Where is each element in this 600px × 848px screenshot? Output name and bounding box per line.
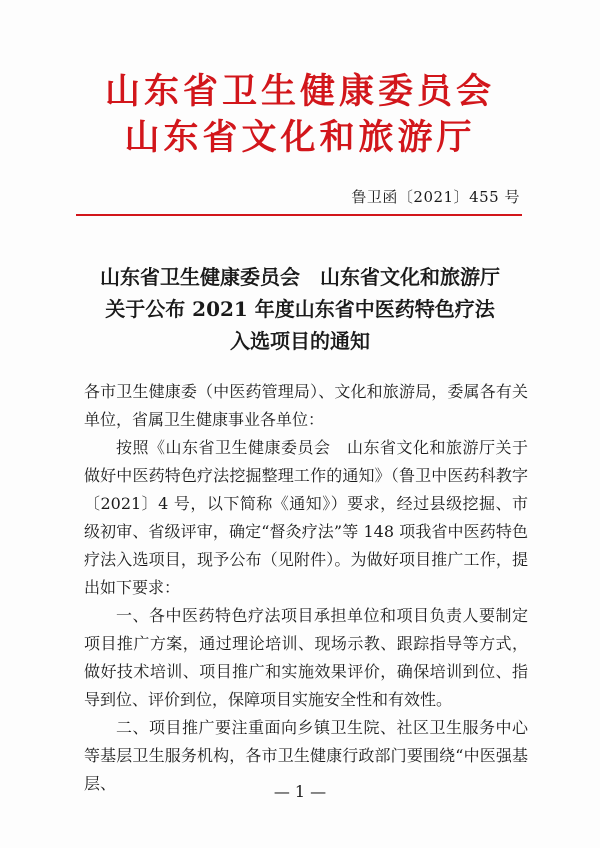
- page-number: — 1 —: [273, 782, 327, 801]
- document-number: 鲁卫函〔2021〕455 号: [351, 188, 520, 206]
- title-line-1: 山东省卫生健康委员会 山东省文化和旅游厅: [100, 265, 500, 289]
- title-line-2: 关于公布 2021 年度山东省中医药特色疗法: [105, 297, 495, 321]
- body-paragraph-3: 二、项目推广要注重面向乡镇卫生院、社区卫生服务中心等基层卫生服务机构，各市卫生健康行政部门要围绕“中医强基层、: [84, 718, 528, 793]
- body-paragraph-2: 一、各中医药特色疗法项目承担单位和项目负责人要制定项目推广方案，通过理论培训、现场示教、跟踪指导等方式，做好技术培训、项目推广和实施效果评价，确保培训到位、指导到位、评价到位，保障项目实施安全性和有效性。: [84, 606, 528, 709]
- salutation-paragraph: 各市卫生健康委（中医药管理局）、文化和旅游局，委属各有关单位，省属卫生健康事业各单位：: [84, 382, 528, 429]
- title-line-3: 入选项目的通知: [230, 329, 370, 353]
- red-divider-line: [76, 214, 522, 216]
- document-body: [84, 378, 528, 798]
- body-paragraph-1: 按照《山东省卫生健康委员会 山东省文化和旅游厅关于做好中医药特色疗法挖掘整理工作的通知》（鲁卫中医药科教字〔2021〕4 号，以下简称《通知》）要求，经过县级挖掘、市级初审、省级评审，确定“督灸疗法”等 148 项我省中医药特色疗法入选项目，现予公布（见附件）。为做好项目推广工作，提出如下要求：: [84, 438, 528, 597]
- letterhead-line-1: 山东省卫生健康委员会: [104, 71, 495, 112]
- letterhead-line-2: 山东省文化和旅游厅: [124, 117, 476, 158]
